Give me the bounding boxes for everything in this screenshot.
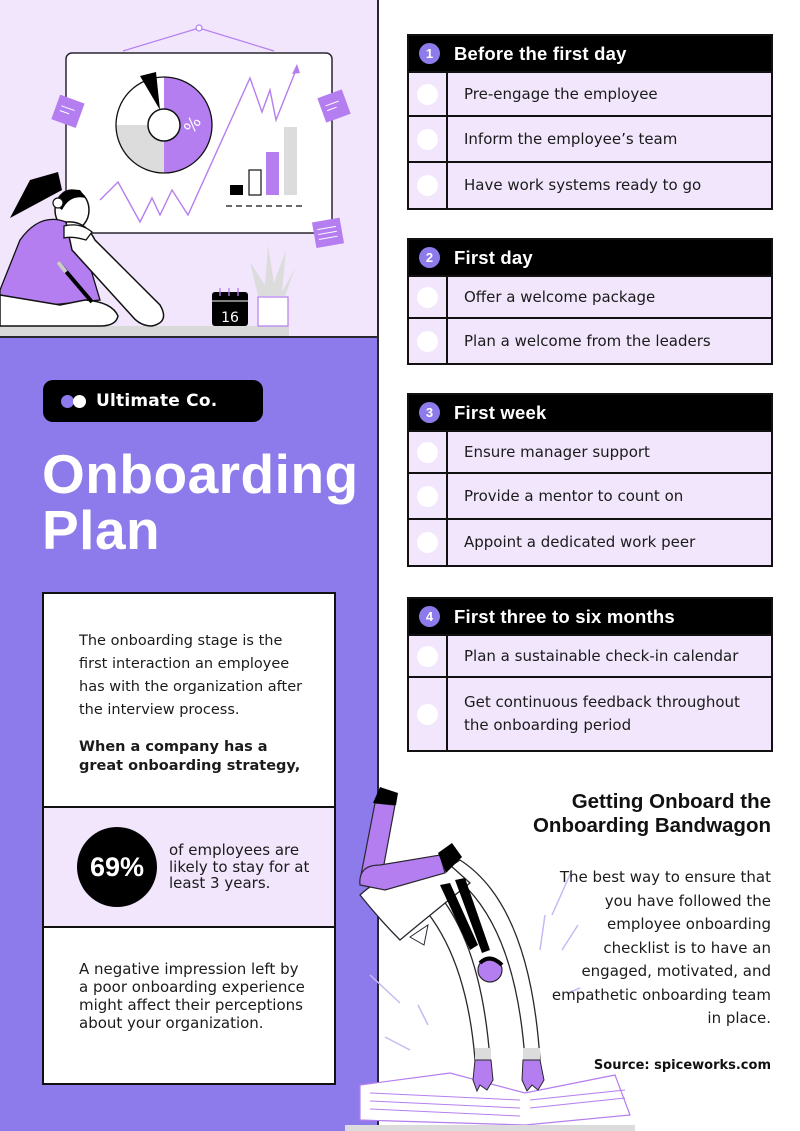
two-dots-icon	[61, 395, 86, 408]
checkbox-circle-icon	[417, 287, 438, 308]
checkbox[interactable]	[409, 432, 448, 472]
checkbox[interactable]	[409, 319, 448, 363]
page-title	[42, 443, 359, 561]
step-number-badge: 4	[419, 606, 440, 627]
checkbox-circle-icon	[417, 486, 438, 507]
checklist-item-label: Plan a welcome from the leaders	[464, 331, 711, 350]
checklist-header	[409, 240, 771, 275]
checkbox[interactable]	[409, 73, 448, 115]
presentation-board-illustration	[0, 0, 377, 338]
checklist-item[interactable]	[409, 275, 771, 317]
checklist-item[interactable]	[409, 518, 771, 565]
checklist-first-three-to-six-months	[407, 597, 773, 752]
negative-note-section	[44, 928, 334, 1082]
bandwagon-title-line-2: Onboarding Bandwagon	[532, 814, 771, 837]
checkbox[interactable]	[409, 277, 448, 317]
stat-section	[44, 808, 334, 928]
checkbox[interactable]	[409, 163, 448, 208]
intro-lead: When a company has a great onboarding strategy,	[79, 739, 301, 774]
negative-note: A negative impression left by a poor onboarding experience might affect their perceptions about your organization.	[79, 960, 305, 1032]
hero-illustration	[0, 0, 377, 338]
checkbox-circle-icon	[417, 646, 438, 667]
checklist-header	[409, 36, 771, 71]
checklist-title: Before the first day	[454, 42, 627, 64]
checkbox[interactable]	[409, 636, 448, 676]
checklist-item-label: Have work systems ready to go	[464, 176, 702, 194]
title-line-2: Plan	[42, 499, 161, 561]
bandwagon-title	[533, 790, 771, 838]
checklist-header	[409, 599, 771, 634]
brand-name: Ultimate Co.	[96, 391, 218, 411]
checklist-item-label: Offer a welcome package	[464, 287, 656, 306]
plant-icon	[250, 245, 295, 326]
calendar-icon	[212, 288, 248, 326]
checklist-item[interactable]	[409, 71, 771, 115]
checkbox[interactable]	[409, 678, 448, 750]
bandwagon-body: The best way to ensure that you have followed the employee onboarding checklist is to have an engaged, motivated, and empathetic onboarding team in place.	[551, 868, 771, 1027]
checklist-title: First day	[454, 246, 533, 268]
checklist-item[interactable]	[409, 472, 771, 518]
checklist-title: First week	[454, 401, 547, 423]
checklist-first-day	[407, 238, 773, 365]
stat-description: of employees are likely to stay for at least 3 years.	[169, 841, 310, 893]
checkbox[interactable]	[409, 520, 448, 565]
svg-text:16: 16	[221, 310, 239, 326]
left-column	[0, 0, 379, 1131]
checklist-header	[409, 395, 771, 430]
checklist-item-label: Inform the employee’s team	[464, 129, 678, 148]
stat-value: 69%	[77, 827, 157, 907]
brand-badge	[43, 380, 263, 422]
checkbox-circle-icon	[417, 175, 438, 196]
checkbox-circle-icon	[417, 84, 438, 105]
step-number-badge: 1	[419, 43, 440, 64]
checklist-item[interactable]	[409, 317, 771, 363]
checklist-item-label: Ensure manager support	[464, 442, 650, 461]
checklist-first-week	[407, 393, 773, 567]
checklist-before-first-day	[407, 34, 773, 210]
checklist-item-label: Plan a sustainable check-in calendar	[464, 646, 739, 665]
intro-paragraph: The onboarding stage is the first interaction an employee has with the organization after the interview process.	[79, 633, 303, 718]
svg-text:%: %	[180, 112, 206, 138]
step-number-badge: 3	[419, 402, 440, 423]
checklist-item-label: Appoint a dedicated work peer	[464, 533, 696, 551]
checklist-item[interactable]	[409, 115, 771, 161]
intro-section	[44, 594, 334, 808]
checklist-item-label: Get continuous feedback throughout the onboarding period	[464, 693, 740, 734]
checklist-item[interactable]	[409, 676, 771, 750]
checkbox-circle-icon	[417, 129, 438, 150]
info-box	[42, 592, 336, 1085]
checkbox[interactable]	[409, 474, 448, 518]
checkbox-circle-icon	[417, 442, 438, 463]
checkbox-circle-icon	[417, 532, 438, 553]
step-number-badge: 2	[419, 247, 440, 268]
checklist-item-label: Provide a mentor to count on	[464, 486, 684, 505]
checkbox-circle-icon	[417, 331, 438, 352]
checklist-title: First three to six months	[454, 605, 675, 627]
checklist-item[interactable]	[409, 430, 771, 472]
checkbox-circle-icon	[417, 704, 438, 725]
title-line-1: Onboarding	[42, 443, 359, 505]
checkbox[interactable]	[409, 117, 448, 161]
source-citation: Source: spiceworks.com	[593, 1058, 771, 1073]
checklist-item-label: Pre-engage the employee	[464, 84, 658, 103]
bandwagon-title-line-1: Getting Onboard the	[571, 790, 771, 813]
checklist-item[interactable]	[409, 634, 771, 676]
checklist-item[interactable]	[409, 161, 771, 208]
